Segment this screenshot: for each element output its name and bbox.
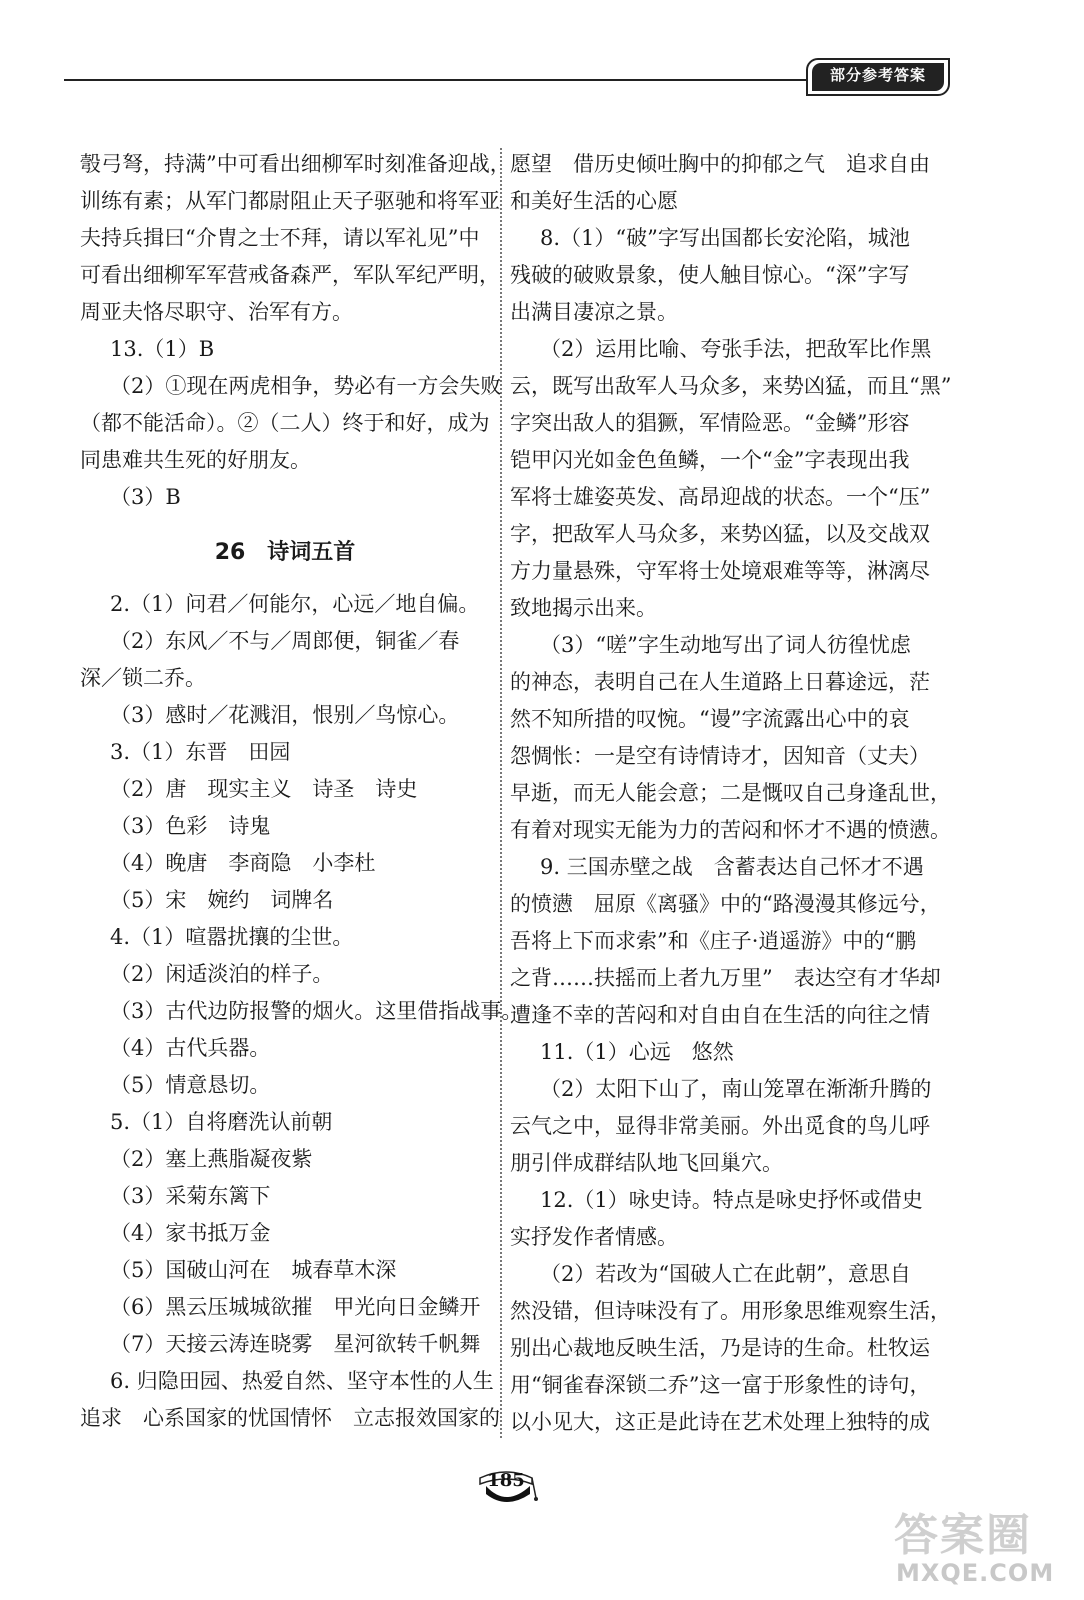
text-line: 同患难共生死的好朋友。: [80, 448, 311, 472]
text-line: 别出心裁地反映生活，乃是诗的生命。杜牧运: [510, 1336, 930, 1360]
column-divider: [500, 148, 502, 1438]
text-line: （2）①现在两虎相争，势必有一方会失败: [110, 374, 502, 398]
text-line: （4）家书抵万金: [110, 1221, 271, 1245]
text-line: 以小见大，这正是此诗在艺术处理上独特的成: [510, 1410, 930, 1434]
watermark-logo: 答案圈: [894, 1510, 1032, 1561]
text-line: 5.（1）自将磨洗认前朝: [110, 1110, 333, 1134]
section-title: 26 诗词五首: [214, 540, 356, 565]
text-line: （3）色彩 诗鬼: [110, 814, 271, 838]
text-line: （3）古代边防报警的烟火。这里借指战事。: [110, 999, 523, 1023]
text-line: 追求 心系国家的忧国情怀 立志报效国家的: [80, 1406, 500, 1430]
text-line: 彀弓弩，持满”中可看出细柳军时刻准备迎战，: [80, 152, 511, 176]
watermark-url: MXQE.COM: [896, 1559, 1055, 1587]
text-line: 铠甲闪光如金色鱼鳞，一个“金”字表现出我: [510, 448, 910, 472]
text-line: 2.（1）问君／何能尔，心远／地自偏。: [110, 592, 480, 616]
text-line: 3.（1）东晋 田园: [110, 740, 291, 764]
text-line: 云气之中，显得非常美丽。外出觅食的鸟儿呼: [510, 1114, 930, 1138]
text-line: 早逝，而无人能会意；二是慨叹自己身逢乱世，: [510, 781, 951, 805]
text-line: （7）天接云涛连晓雾 星河欲转千帆舞: [110, 1332, 481, 1356]
page-number: 185: [487, 1470, 525, 1491]
text-line: （6）黑云压城城欲摧 甲光向日金鳞开: [110, 1295, 481, 1319]
left-column-part-1: [80, 146, 511, 516]
text-line: 吾将上下而求索”和《庄子·逍遥游》中的“鹏: [510, 929, 917, 953]
text-line: （5）宋 婉约 词牌名: [110, 888, 334, 912]
text-line: 遭逢不幸的苦闷和对自由自在生活的向往之情: [510, 1003, 930, 1027]
text-line: 用“铜雀春深锁二乔”这一富于形象性的诗句，: [510, 1373, 931, 1397]
text-line: 8.（1）“破”字写出国都长安沦陷，城池: [540, 226, 910, 250]
text-line: 的神态，表明自己在人生道路上日暮途远，茫: [510, 670, 930, 694]
text-line: 致地揭示出来。: [510, 596, 657, 620]
text-line: （3）B: [110, 485, 181, 509]
text-line: 可看出细柳军军营戒备森严，军队军纪严明，: [80, 263, 500, 287]
text-line: （3）“嗟”字生动地写出了词人彷徨忧虑: [540, 633, 911, 657]
watermark: [890, 1495, 1070, 1595]
text-line: （2）唐 现实主义 诗圣 诗史: [110, 777, 418, 801]
text-line: 朋引伴成群结队地飞回巢穴。: [510, 1151, 783, 1175]
text-line: 字，把敌军人马众多，来势凶猛，以及交战双: [510, 522, 930, 546]
text-line: 然没错，但诗味没有了。用形象思维观察生活，: [510, 1299, 951, 1323]
text-line: （4）古代兵器。: [110, 1036, 271, 1060]
page-number-badge: [476, 1464, 540, 1506]
text-line: 4.（1）喧嚣扰攘的尘世。: [110, 925, 354, 949]
text-line: 方力量悬殊，守军将士处境艰难等等，淋漓尽: [510, 559, 930, 583]
text-line: 周亚夫恪尽职守、治军有方。: [80, 300, 353, 324]
text-line: 12.（1）咏史诗。特点是咏史抒怀或借史: [540, 1188, 923, 1212]
text-line: 字突出敌人的猖獗，军情险恶。“金鳞”形容: [510, 411, 910, 435]
text-line: （3）采菊东篱下: [110, 1184, 271, 1208]
text-line: （3）感时／花溅泪，恨别／鸟惊心。: [110, 703, 460, 727]
text-line: 和美好生活的心愿: [510, 189, 678, 213]
text-line: 有着对现实无能为力的苦闷和怀才不遇的愤懑。: [510, 818, 951, 842]
text-line: （2）若改为“国破人亡在此朝”，意思自: [540, 1262, 911, 1286]
header-badge: [806, 58, 950, 96]
text-line: （5）国破山河在 城春草木深: [110, 1258, 397, 1282]
text-line: 的愤懑 屈原《离骚》中的“路漫漫其修远兮，: [510, 892, 941, 916]
text-line: （5）情意恳切。: [110, 1073, 271, 1097]
text-line: （2）东风／不与／周郎便，铜雀／春: [110, 629, 460, 653]
left-column-part-2: [80, 586, 523, 1437]
text-line: 愿望 借历史倾吐胸中的抑郁之气 追求自由: [510, 152, 930, 176]
text-line: （2）太阳下山了，南山笼罩在渐渐升腾的: [540, 1077, 932, 1101]
header-badge-label: 部分参考答案: [812, 63, 944, 91]
text-line: 9. 三国赤壁之战 含蓄表达自己怀才不遇: [540, 855, 924, 879]
text-line: 实抒发作者情感。: [510, 1225, 678, 1249]
text-line: 13.（1）B: [110, 337, 215, 361]
text-line: 训练有素；从军门都尉阻止天子驱驰和将军亚: [80, 189, 500, 213]
text-line: （4）晚唐 李商隐 小李杜: [110, 851, 376, 875]
text-line: （2）运用比喻、夸张手法，把敌军比作黑: [540, 337, 932, 361]
header-rule: [64, 79, 808, 81]
text-line: 出满目凄凉之景。: [510, 300, 678, 324]
text-line: （2）塞上燕脂凝夜紫: [110, 1147, 313, 1171]
text-line: 6. 归隐田园、热爱自然、坚守本性的人生: [110, 1369, 494, 1393]
text-line: （都不能活命）。②（二人）终于和好，成为: [80, 411, 490, 435]
text-line: 然不知所措的叹惋。“谩”字流露出心中的哀: [510, 707, 910, 731]
text-line: 军将士雄姿英发、高昂迎战的状态。一个“压”: [510, 485, 931, 509]
text-line: 深／锁二乔。: [80, 666, 206, 690]
left-column: [80, 146, 523, 1437]
text-line: 11.（1）心远 悠然: [540, 1040, 734, 1064]
text-line: 怨惆怅：一是空有诗情诗才，因知音（丈夫）: [510, 744, 930, 768]
text-line: 之背……扶摇而上者九万里” 表达空有才华却: [510, 966, 941, 990]
text-line: 夫持兵揖曰“介胄之士不拜，请以军礼见”中: [80, 226, 480, 250]
text-line: 云，既写出敌军人马众多，来势凶猛，而且“黑”: [510, 374, 952, 398]
text-line: 残破的破败景象，使人触目惊心。“深”字写: [510, 263, 910, 287]
text-line: （2）闲适淡泊的样子。: [110, 962, 334, 986]
right-column: [510, 146, 952, 1441]
